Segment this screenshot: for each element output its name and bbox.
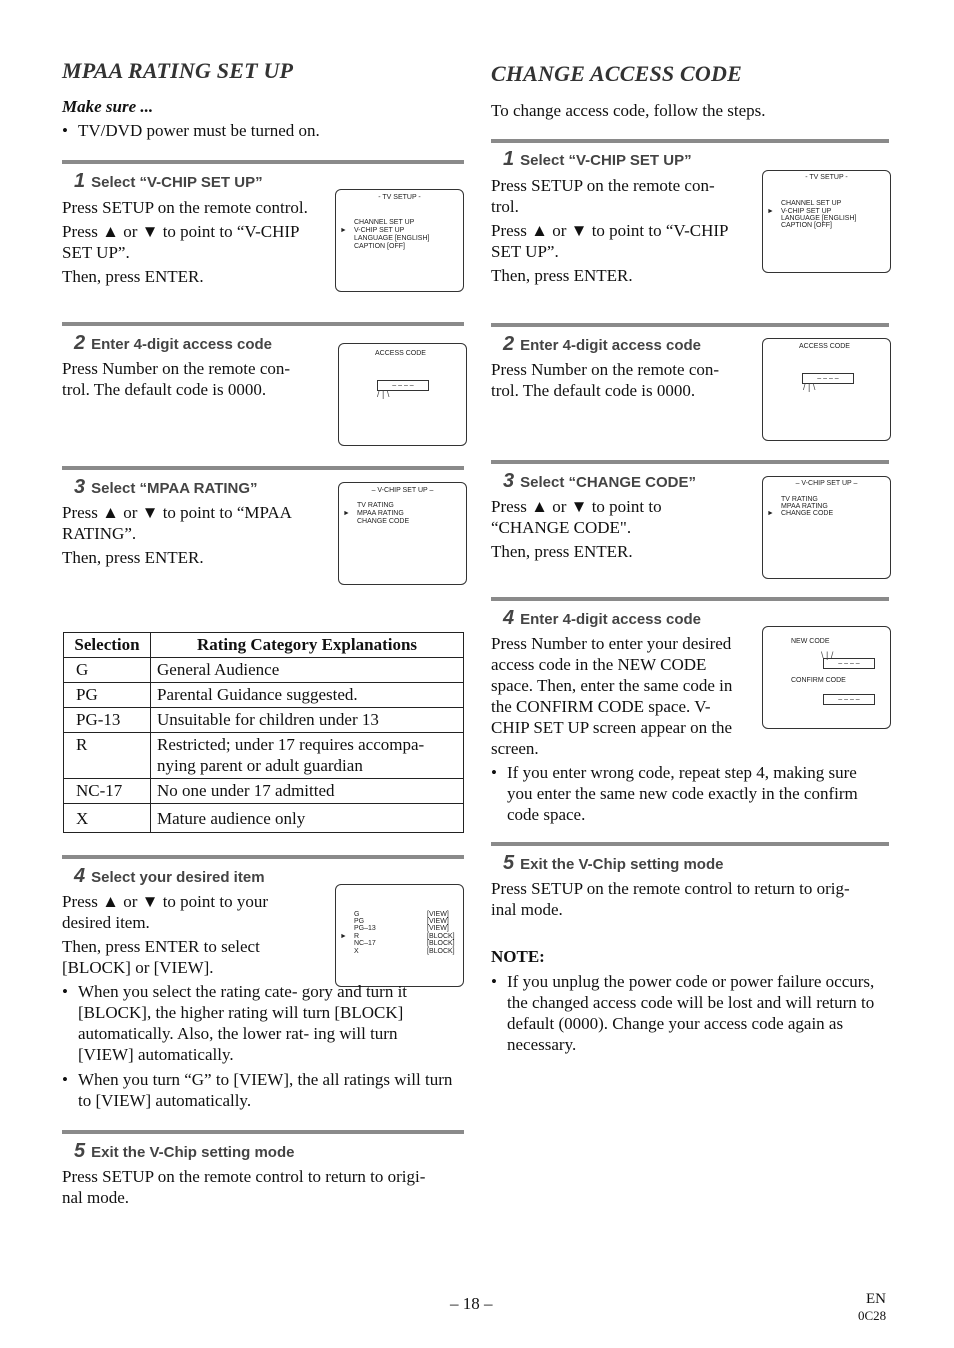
step-3-heading: 3 Select “MPAA RATING” bbox=[74, 476, 258, 498]
blink-cursor-icon: / | \ bbox=[803, 382, 816, 392]
step-5-text: Press SETUP on the remote control to return to origi- nal mode. bbox=[62, 1167, 426, 1207]
cursor-arrow-icon: ► bbox=[340, 933, 347, 940]
cursor-arrow-icon: ► bbox=[767, 208, 774, 215]
blink-cursor-icon: \ | / bbox=[821, 650, 834, 660]
step-5-heading: 5 Exit the V-Chip setting mode bbox=[503, 852, 724, 874]
step-1-text: Press SETUP on the remote con- trol. Press ▲ or ▼ to point to “V-CHIP SET UP”. Then, press ENTER. bbox=[491, 176, 729, 285]
rating-table bbox=[63, 632, 464, 833]
tv-setup-screen: - TV SETUP - CHANNEL SET UP ► V-CHIP SET UP LANGUAGE [ENGLISH] CAPTION [OFF] bbox=[335, 189, 464, 292]
note-bullet: • If you unplug the power code or power failure occurs, the changed access code will be lost and will return to default (0000). Change your access code again as necessary. bbox=[491, 972, 875, 1054]
step-5-text: Press SETUP on the remote control to return to orig- inal mode. bbox=[491, 879, 850, 919]
step-1-text: Press SETUP on the remote control. Press ▲ or ▼ to point to “V-CHIP SET UP”. Then, press ENTER. bbox=[62, 198, 308, 286]
step-divider bbox=[62, 322, 464, 326]
step-divider bbox=[491, 597, 889, 601]
code-entry-box: – – – – bbox=[802, 373, 854, 384]
step-1-heading: 1 Select “V-CHIP SET UP” bbox=[503, 148, 692, 170]
page-number: – 18 – bbox=[450, 1294, 493, 1313]
doc-code: 0C28 bbox=[858, 1308, 887, 1323]
vchip-setup-screen: – V-CHIP SET UP – TV RATING ► MPAA RATING CHANGE CODE bbox=[338, 482, 467, 585]
step-2-text: Press Number on the remote con- trol. The default code is 0000. bbox=[62, 359, 291, 399]
left-section-title: MPAA RATING SET UP bbox=[62, 58, 294, 83]
table-row: NC-17 No one under 17 admitted bbox=[64, 779, 464, 804]
new-code-screen: NEW CODE – – – – \ | / CONFIRM CODE – – – – bbox=[762, 626, 891, 729]
access-code-screen: ACCESS CODE – – – – / | \ bbox=[338, 343, 467, 446]
vchip-setup-screen: – V-CHIP SET UP – TV RATING MPAA RATING ► CHANGE CODE bbox=[762, 476, 891, 579]
step-divider bbox=[491, 842, 889, 846]
step-1-heading: 1 Select “V-CHIP SET UP” bbox=[74, 170, 263, 192]
step-divider bbox=[62, 855, 464, 859]
access-code-screen: ACCESS CODE – – – – / | \ bbox=[762, 338, 891, 441]
step-divider bbox=[491, 139, 889, 143]
table-row: PG-13 Unsuitable for children under 13 bbox=[64, 708, 464, 733]
cursor-arrow-icon: ► bbox=[767, 510, 774, 517]
step-5-heading: 5 Exit the V-Chip setting mode bbox=[74, 1140, 295, 1162]
make-sure-label: Make sure ... bbox=[62, 97, 154, 116]
intro-text: To change access code, follow the steps. bbox=[491, 101, 766, 120]
step-4-heading: 4 Enter 4-digit access code bbox=[503, 607, 702, 629]
table-row: R Restricted; under 17 requires accompa- nying parent or adult guardian bbox=[64, 733, 464, 779]
language-label: EN bbox=[866, 1291, 886, 1307]
step-2-heading: 2 Enter 4-digit access code bbox=[503, 333, 702, 355]
mpaa-rating-screen: G [VIEW] PG [VIEW] PG–13 [VIEW] ► R [BLOCK] NC–17 [BLOCK] X [BLOCK] bbox=[335, 884, 464, 987]
step-divider bbox=[62, 466, 464, 470]
step-2-text: Press Number on the remote con- trol. The default code is 0000. bbox=[491, 360, 720, 400]
step-4-bullet-2: • When you turn “G” to [VIEW], the all ratings will turn to [VIEW] automatically. bbox=[62, 1070, 453, 1110]
note-label: NOTE: bbox=[491, 947, 545, 966]
step-4-text: Press ▲ or ▼ to point to your desired item. Then, press ENTER to select [BLOCK] or [VIEW]. bbox=[62, 892, 269, 977]
step-divider bbox=[62, 1130, 464, 1134]
new-code-box: – – – – bbox=[823, 658, 875, 669]
table-header-row: Selection Rating Category Explanations bbox=[64, 633, 464, 658]
step-4-heading: 4 Select your desired item bbox=[74, 865, 265, 887]
step-4-bullet-1: • When you select the rating cate- gory and turn it [BLOCK], the higher rating will turn [BLOCK] automatically. Also, the lower rat- ing will turn [VIEW] automatically. bbox=[62, 982, 408, 1064]
step-3-heading: 3 Select “CHANGE CODE” bbox=[503, 470, 696, 492]
table-row: G General Audience bbox=[64, 658, 464, 683]
cursor-arrow-icon: ► bbox=[343, 510, 350, 517]
table-row: PG Parental Guidance suggested. bbox=[64, 683, 464, 708]
cursor-arrow-icon: ► bbox=[340, 227, 347, 234]
step-divider bbox=[491, 323, 889, 327]
table-row: X Mature audience only bbox=[64, 804, 464, 833]
tv-setup-screen: - TV SETUP - CHANNEL SET UP ► V-CHIP SET UP LANGUAGE [ENGLISH] CAPTION [OFF] bbox=[762, 170, 891, 273]
step-3-text: Press ▲ or ▼ to point to “MPAA RATING”. Then, press ENTER. bbox=[62, 503, 292, 567]
step-divider bbox=[491, 460, 889, 464]
blink-cursor-icon: / | \ bbox=[377, 389, 390, 399]
step-divider bbox=[62, 160, 464, 164]
step-3-text: Press ▲ or ▼ to point to “CHANGE CODE". Then, press ENTER. bbox=[491, 497, 662, 561]
step-4-text: Press Number to enter your desired access code in the NEW CODE space. Then, enter the same code in the CONFIRM CODE space. V- CHIP SET UP screen appear on the screen. bbox=[491, 634, 733, 758]
right-section-title: CHANGE ACCESS CODE bbox=[491, 61, 742, 86]
step-2-heading: 2 Enter 4-digit access code bbox=[74, 332, 273, 354]
confirm-code-box: – – – – bbox=[823, 694, 875, 705]
step-4-bullet: • If you enter wrong code, repeat step 4, making sure you enter the same new code exactly in the confirm code space. bbox=[491, 763, 858, 824]
code-entry-box: – – – – bbox=[377, 380, 429, 391]
